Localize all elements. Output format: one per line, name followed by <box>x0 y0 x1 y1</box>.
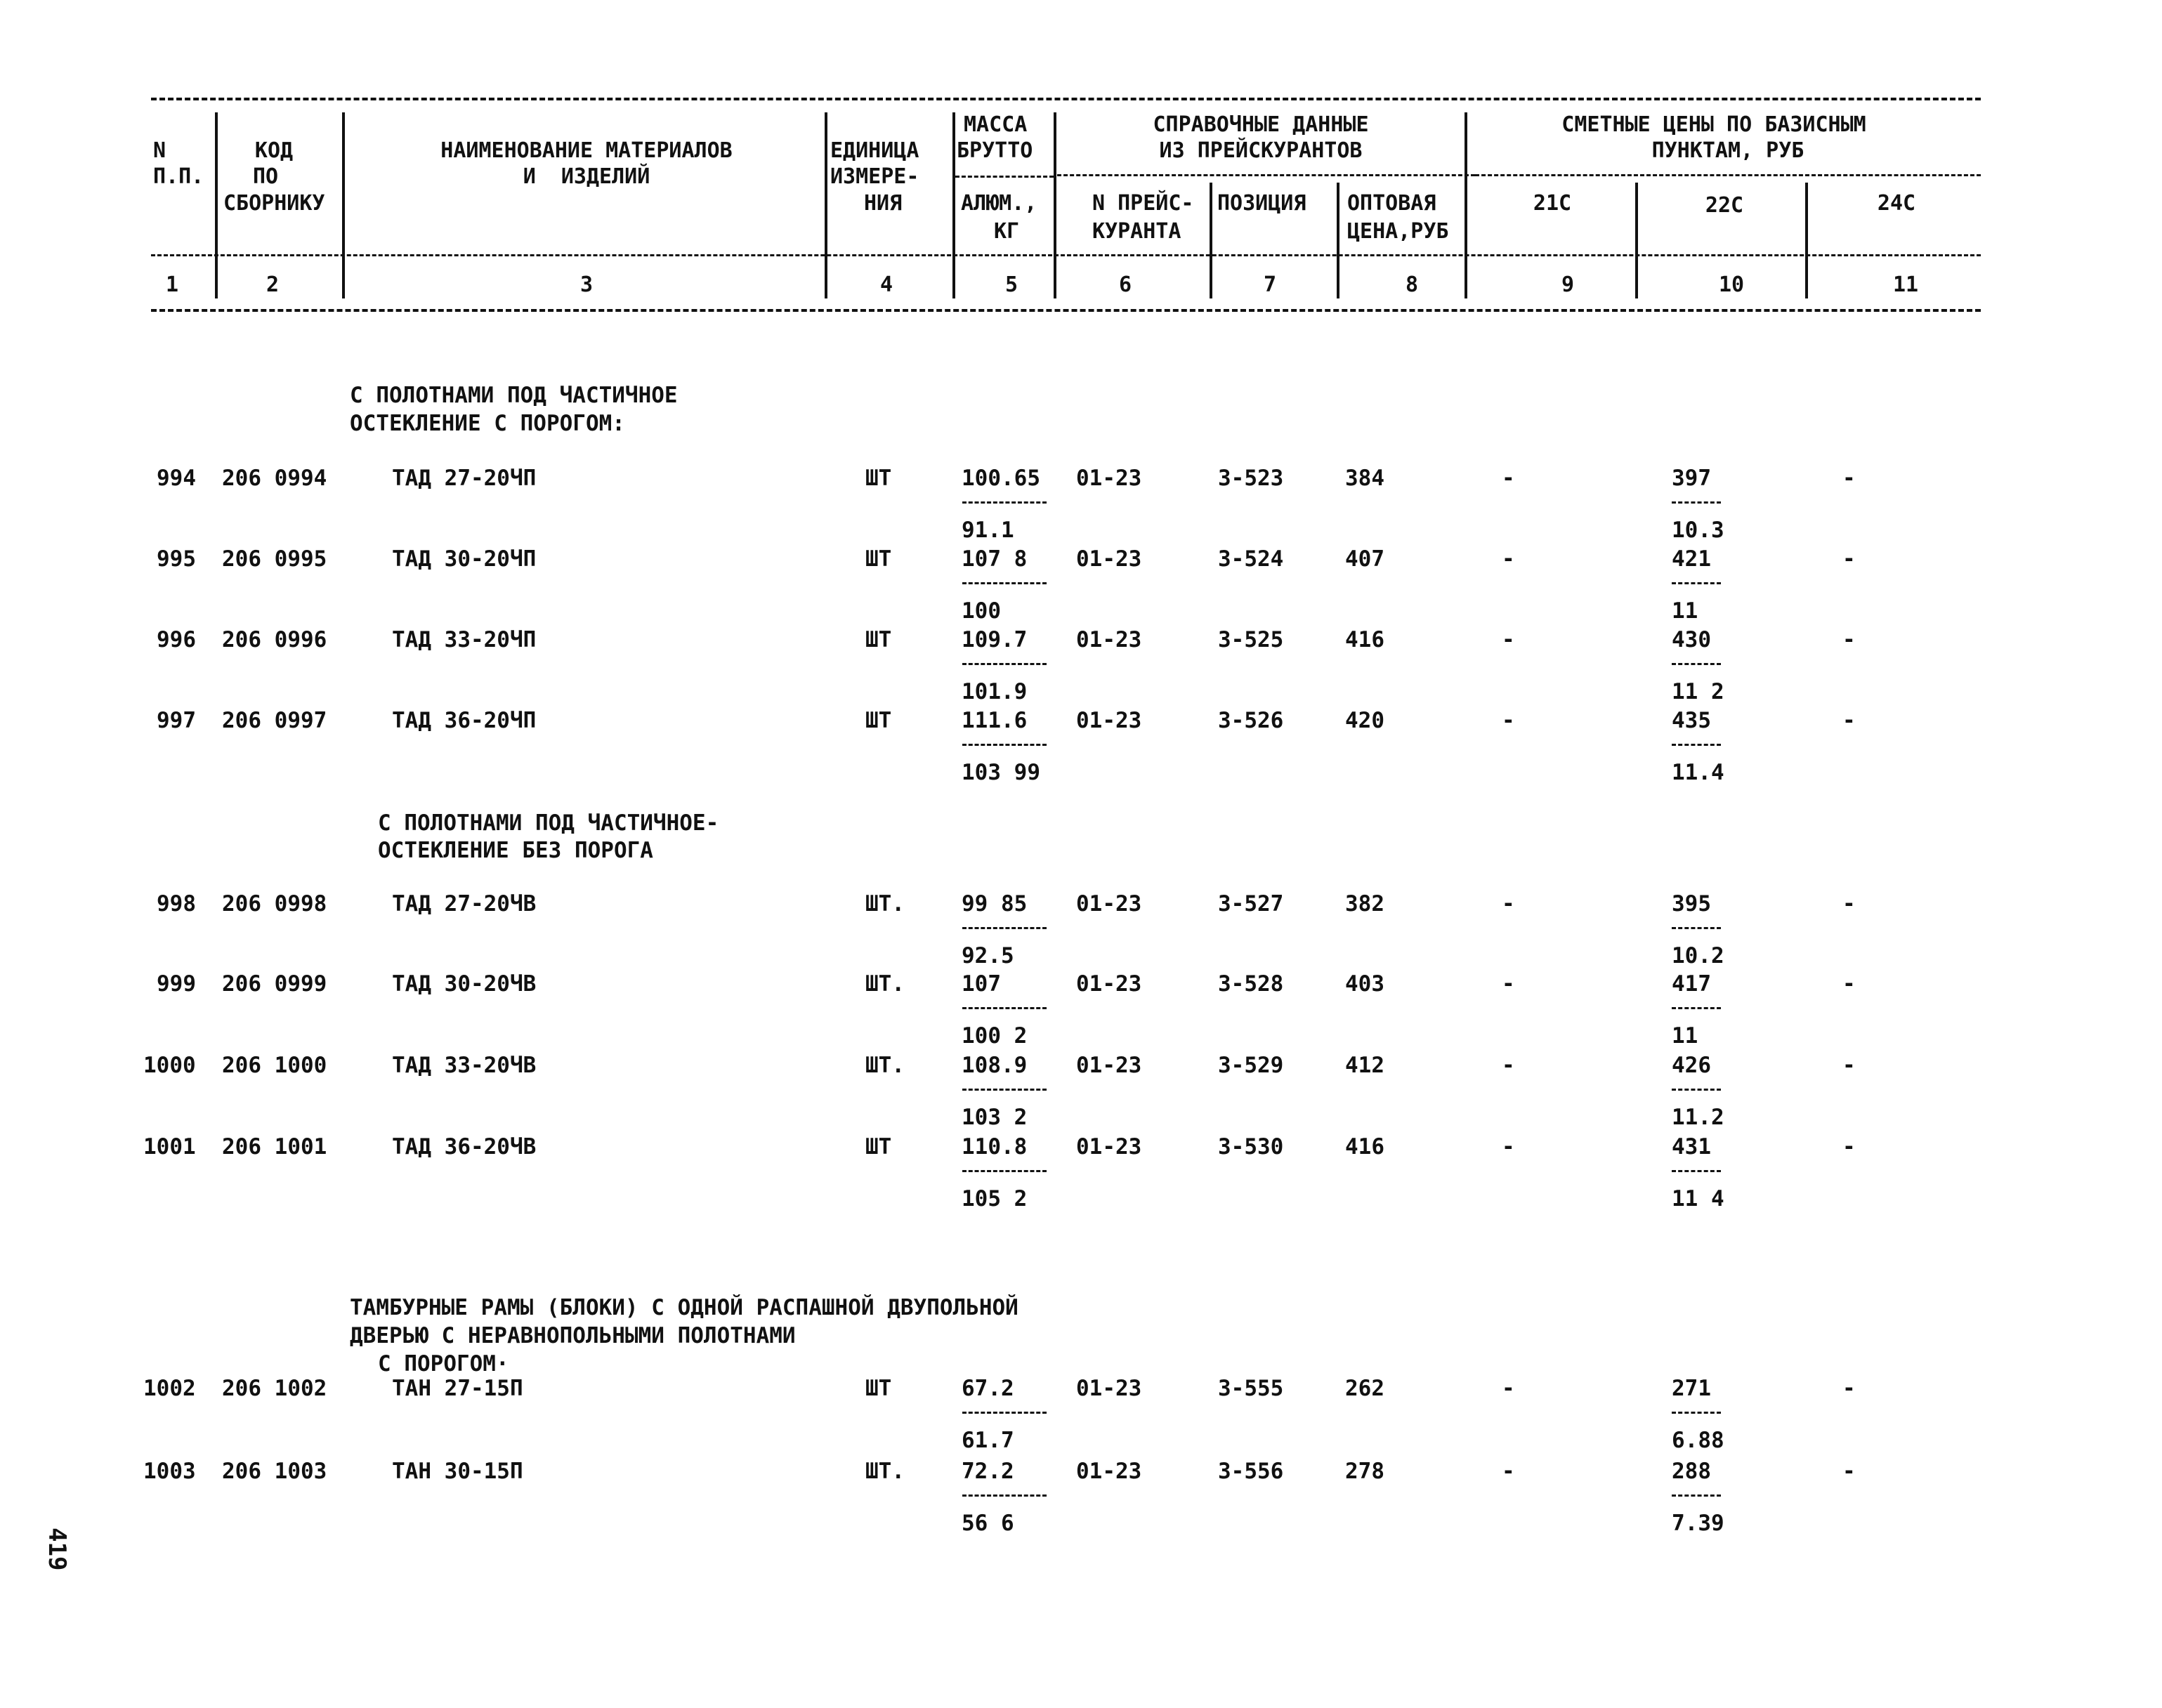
row-code: 206 0999 <box>222 971 327 997</box>
mass-fraction-bar <box>962 1089 1047 1091</box>
row-price-22c-second: 6.88 <box>1672 1428 1724 1453</box>
row-price-22c-second: 11 <box>1672 598 1698 624</box>
row-unit: ШТ <box>865 627 892 652</box>
row-name: ТАД 30-20ЧВ <box>392 971 537 997</box>
header-ref-line1: СПРАВОЧНЫЕ ДАННЫЕ <box>1153 112 1369 137</box>
row-code: 206 0994 <box>222 466 327 491</box>
row-unit: ШТ. <box>865 1459 905 1484</box>
row-wholesale-price: 384 <box>1345 466 1384 491</box>
row-price-21c: - <box>1502 1053 1515 1078</box>
col-number: 6 <box>1118 272 1132 297</box>
row-mass: 107 8 <box>962 546 1028 572</box>
row-position: 3-529 <box>1218 1053 1284 1078</box>
row-position: 3-526 <box>1218 708 1284 733</box>
header-col4-line1: ЕДИНИЦА <box>830 138 919 163</box>
row-number: 1002 <box>143 1376 196 1401</box>
col-divider-8 <box>1465 112 1467 298</box>
row-price-21c: - <box>1502 627 1515 652</box>
row-code: 206 1003 <box>222 1459 327 1484</box>
row-code: 206 1001 <box>222 1134 327 1160</box>
row-price-22c-second: 7.39 <box>1672 1511 1724 1536</box>
col-divider-2 <box>342 112 345 298</box>
row-mass-alum: 100 <box>962 598 1001 624</box>
row-price-21c: - <box>1502 1134 1515 1160</box>
price-22c-fraction-bar <box>1672 927 1721 929</box>
header-sub-rule-prices <box>1475 174 1981 176</box>
mass-fraction-bar <box>962 744 1047 746</box>
col-divider-9 <box>1635 183 1638 298</box>
row-mass: 72.2 <box>962 1459 1014 1484</box>
row-wholesale-price: 278 <box>1345 1459 1384 1484</box>
row-pricelist: 01-23 <box>1076 1053 1142 1078</box>
price-22c-fraction-bar <box>1672 582 1721 584</box>
row-wholesale-price: 382 <box>1345 891 1384 917</box>
header-col4-line3: НИЯ <box>864 191 903 216</box>
row-wholesale-price: 416 <box>1345 627 1384 652</box>
row-number: 994 <box>157 466 196 491</box>
row-position: 3-555 <box>1218 1376 1284 1401</box>
header-sub-rule-cols <box>151 254 1981 256</box>
row-wholesale-price: 416 <box>1345 1134 1384 1160</box>
row-name: ТАД 33-20ЧВ <box>392 1053 537 1078</box>
header-col9: 21С <box>1533 191 1572 216</box>
col-number: 10 <box>1718 272 1745 297</box>
row-position: 3-524 <box>1218 546 1284 572</box>
row-name: ТАН 30-15П <box>392 1459 523 1484</box>
mass-fraction-bar <box>962 501 1047 504</box>
price-22c-fraction-bar <box>1672 744 1721 746</box>
row-price-24c: - <box>1842 971 1856 997</box>
page-number: 419 <box>43 1528 71 1571</box>
col-number: 5 <box>1004 272 1018 297</box>
col-number: 1 <box>165 272 179 297</box>
row-unit: ШТ. <box>865 1053 905 1078</box>
row-price-21c: - <box>1502 1459 1515 1484</box>
row-price-24c: - <box>1842 1053 1856 1078</box>
row-unit: ШТ <box>865 708 892 733</box>
mass-fraction-bar <box>962 663 1047 665</box>
header-col6-line1: N ПРЕЙС- <box>1092 191 1194 216</box>
header-col7: ПОЗИЦИЯ <box>1217 191 1306 216</box>
row-price-24c: - <box>1842 1459 1856 1484</box>
row-code: 206 1000 <box>222 1053 327 1078</box>
row-pricelist: 01-23 <box>1076 708 1142 733</box>
header-prices-line2: ПУНКТАМ, РУБ <box>1651 138 1804 163</box>
row-price-24c: - <box>1842 546 1856 572</box>
col-number: 7 <box>1263 272 1277 297</box>
row-position: 3-527 <box>1218 891 1284 917</box>
row-pricelist: 01-23 <box>1076 1134 1142 1160</box>
header-col5-line3: АЛЮМ., <box>961 191 1037 216</box>
section-title: С ПОЛОТНАМИ ПОД ЧАСТИЧНОЕ <box>350 383 678 408</box>
header-col5-line4: КГ <box>994 219 1020 244</box>
row-mass-alum: 103 2 <box>962 1105 1028 1130</box>
header-col3-line2: И ИЗДЕЛИЙ <box>523 164 650 189</box>
header-col8-line2: ЦЕНА,РУБ <box>1347 219 1449 244</box>
mass-fraction-bar <box>962 927 1047 929</box>
header-col4-line2: ИЗМЕРЕ- <box>830 164 919 189</box>
price-22c-fraction-bar <box>1672 1007 1721 1009</box>
row-pricelist: 01-23 <box>1076 1459 1142 1484</box>
mass-fraction-bar <box>962 1170 1047 1172</box>
row-position: 3-523 <box>1218 466 1284 491</box>
row-price-22c: 271 <box>1672 1376 1711 1401</box>
row-price-22c-second: 10.3 <box>1672 518 1724 543</box>
row-mass: 99 85 <box>962 891 1028 917</box>
row-name: ТАД 27-20ЧВ <box>392 891 537 917</box>
row-price-22c: 431 <box>1672 1134 1711 1160</box>
row-price-22c: 395 <box>1672 891 1711 917</box>
row-code: 206 1002 <box>222 1376 327 1401</box>
header-col6-line2: КУРАНТА <box>1092 219 1181 244</box>
row-mass: 100.65 <box>962 466 1040 491</box>
row-price-22c-second: 11 4 <box>1672 1186 1724 1211</box>
row-mass-alum: 100 2 <box>962 1023 1028 1049</box>
row-unit: ШТ <box>865 546 892 572</box>
price-22c-fraction-bar <box>1672 1170 1721 1172</box>
col-divider-5 <box>1054 112 1056 298</box>
header-col3-line1: НАИМЕНОВАНИЕ МАТЕРИАЛОВ <box>440 138 733 163</box>
price-22c-fraction-bar <box>1672 663 1721 665</box>
row-price-22c-second: 10.2 <box>1672 943 1724 968</box>
row-price-22c: 426 <box>1672 1053 1711 1078</box>
row-mass-alum: 101.9 <box>962 679 1028 704</box>
row-position: 3-528 <box>1218 971 1284 997</box>
col-divider-6 <box>1210 183 1212 298</box>
row-number: 995 <box>157 546 196 572</box>
header-col2-line2: ПО <box>253 164 279 189</box>
price-22c-fraction-bar <box>1672 1494 1721 1497</box>
header-sub-rule-ref <box>1057 174 1475 176</box>
col-number: 8 <box>1405 272 1419 297</box>
row-code: 206 0997 <box>222 708 327 733</box>
row-price-22c: 421 <box>1672 546 1711 572</box>
col-number: 9 <box>1561 272 1575 297</box>
row-code: 206 0995 <box>222 546 327 572</box>
header-prices-line1: СМЕТНЫЕ ЦЕНЫ ПО БАЗИСНЫМ <box>1561 112 1866 137</box>
row-pricelist: 01-23 <box>1076 627 1142 652</box>
section-title: С ПОРОГОМ· <box>378 1351 509 1377</box>
row-wholesale-price: 407 <box>1345 546 1384 572</box>
row-mass-alum: 91.1 <box>962 518 1014 543</box>
row-pricelist: 01-23 <box>1076 546 1142 572</box>
col-divider-10 <box>1805 183 1808 298</box>
row-position: 3-530 <box>1218 1134 1284 1160</box>
row-pricelist: 01-23 <box>1076 466 1142 491</box>
row-price-24c: - <box>1842 708 1856 733</box>
row-price-21c: - <box>1502 708 1515 733</box>
row-mass-alum: 105 2 <box>962 1186 1028 1211</box>
row-unit: ШТ. <box>865 971 905 997</box>
header-col1-line1: N <box>153 138 166 163</box>
row-wholesale-price: 403 <box>1345 971 1384 997</box>
row-number: 996 <box>157 627 196 652</box>
mass-fraction-bar <box>962 582 1047 584</box>
row-position: 3-556 <box>1218 1459 1284 1484</box>
row-mass-alum: 92.5 <box>962 943 1014 968</box>
row-mass: 110.8 <box>962 1134 1028 1160</box>
section-title: ОСТЕКЛЕНИЕ С ПОРОГОМ: <box>350 411 625 436</box>
row-number: 1003 <box>143 1459 196 1484</box>
row-name: ТАД 36-20ЧВ <box>392 1134 537 1160</box>
row-position: 3-525 <box>1218 627 1284 652</box>
header-col2-line3: СБОРНИКУ <box>223 191 325 216</box>
row-price-21c: - <box>1502 466 1515 491</box>
row-pricelist: 01-23 <box>1076 891 1142 917</box>
col-divider-7 <box>1337 183 1339 298</box>
row-unit: ШТ. <box>865 891 905 917</box>
row-price-24c: - <box>1842 891 1856 917</box>
mass-fraction-bar <box>962 1412 1047 1414</box>
price-22c-fraction-bar <box>1672 501 1721 504</box>
price-22c-fraction-bar <box>1672 1412 1721 1414</box>
row-number: 999 <box>157 971 196 997</box>
row-price-22c-second: 11 <box>1672 1023 1698 1049</box>
row-price-22c: 430 <box>1672 627 1711 652</box>
row-name: ТАД 27-20ЧП <box>392 466 537 491</box>
header-top-rule <box>151 98 1981 100</box>
row-code: 206 0998 <box>222 891 327 917</box>
row-price-24c: - <box>1842 1134 1856 1160</box>
row-mass-alum: 56 6 <box>962 1511 1014 1536</box>
section-title: ДВЕРЬЮ С НЕРАВНОПОЛЬНЫМИ ПОЛОТНАМИ <box>350 1323 796 1348</box>
row-price-22c-second: 11.4 <box>1672 760 1724 785</box>
row-number: 998 <box>157 891 196 917</box>
row-pricelist: 01-23 <box>1076 971 1142 997</box>
row-mass: 108.9 <box>962 1053 1028 1078</box>
row-price-24c: - <box>1842 466 1856 491</box>
col-divider-4 <box>952 112 955 298</box>
row-wholesale-price: 420 <box>1345 708 1384 733</box>
header-col10: 22С <box>1705 193 1744 218</box>
section-title: С ПОЛОТНАМИ ПОД ЧАСТИЧНОЕ- <box>378 810 719 836</box>
row-wholesale-price: 412 <box>1345 1053 1384 1078</box>
row-number: 997 <box>157 708 196 733</box>
row-price-22c: 435 <box>1672 708 1711 733</box>
row-price-21c: - <box>1502 1376 1515 1401</box>
row-unit: ШТ <box>865 466 892 491</box>
row-price-21c: - <box>1502 546 1515 572</box>
row-unit: ШТ <box>865 1376 892 1401</box>
col-number: 4 <box>879 272 893 297</box>
col-divider-3 <box>825 112 827 298</box>
col-number: 3 <box>579 272 594 297</box>
row-price-22c: 417 <box>1672 971 1711 997</box>
header-col5-line1: МАССА <box>964 112 1028 137</box>
row-code: 206 0996 <box>222 627 327 652</box>
row-price-22c-second: 11 2 <box>1672 679 1724 704</box>
row-price-24c: - <box>1842 627 1856 652</box>
row-mass: 67.2 <box>962 1376 1014 1401</box>
row-mass-alum: 61.7 <box>962 1428 1014 1453</box>
row-name: ТАД 33-20ЧП <box>392 627 537 652</box>
header-col5-line2: БРУТТО <box>957 138 1033 163</box>
row-number: 1001 <box>143 1134 196 1160</box>
header-bottom-rule <box>151 309 1981 312</box>
row-mass: 107 <box>962 971 1001 997</box>
col-number: 11 <box>1892 272 1919 297</box>
row-pricelist: 01-23 <box>1076 1376 1142 1401</box>
row-mass: 111.6 <box>962 708 1028 733</box>
section-title: ОСТЕКЛЕНИЕ БЕЗ ПОРОГА <box>378 838 653 863</box>
header-col11: 24С <box>1877 191 1916 216</box>
row-mass: 109.7 <box>962 627 1028 652</box>
row-mass-alum: 103 99 <box>962 760 1040 785</box>
row-price-21c: - <box>1502 891 1515 917</box>
row-wholesale-price: 262 <box>1345 1376 1384 1401</box>
col-divider-1 <box>215 112 218 298</box>
row-price-22c-second: 11.2 <box>1672 1105 1724 1130</box>
header-col2-line1: КОД <box>254 138 294 163</box>
row-name: ТАД 30-20ЧП <box>392 546 537 572</box>
header-sub-rule-mass <box>955 176 1054 178</box>
mass-fraction-bar <box>962 1494 1047 1497</box>
row-unit: ШТ <box>865 1134 892 1160</box>
row-price-22c: 288 <box>1672 1459 1711 1484</box>
row-price-21c: - <box>1502 971 1515 997</box>
row-price-24c: - <box>1842 1376 1856 1401</box>
row-number: 1000 <box>143 1053 196 1078</box>
price-22c-fraction-bar <box>1672 1089 1721 1091</box>
section-title: ТАМБУРНЫЕ РАМЫ (БЛОКИ) С ОДНОЙ РАСПАШНОЙ ДВУПОЛЬНОЙ <box>350 1295 1018 1320</box>
row-price-22c: 397 <box>1672 466 1711 491</box>
row-name: ТАН 27-15П <box>392 1376 523 1401</box>
col-number: 2 <box>266 272 280 297</box>
header-ref-line2: ИЗ ПРЕЙСКУРАНТОВ <box>1159 138 1363 163</box>
header-col8-line1: ОПТОВАЯ <box>1347 191 1436 216</box>
header-col1-line2: П.П. <box>153 164 204 189</box>
row-name: ТАД 36-20ЧП <box>392 708 537 733</box>
mass-fraction-bar <box>962 1007 1047 1009</box>
